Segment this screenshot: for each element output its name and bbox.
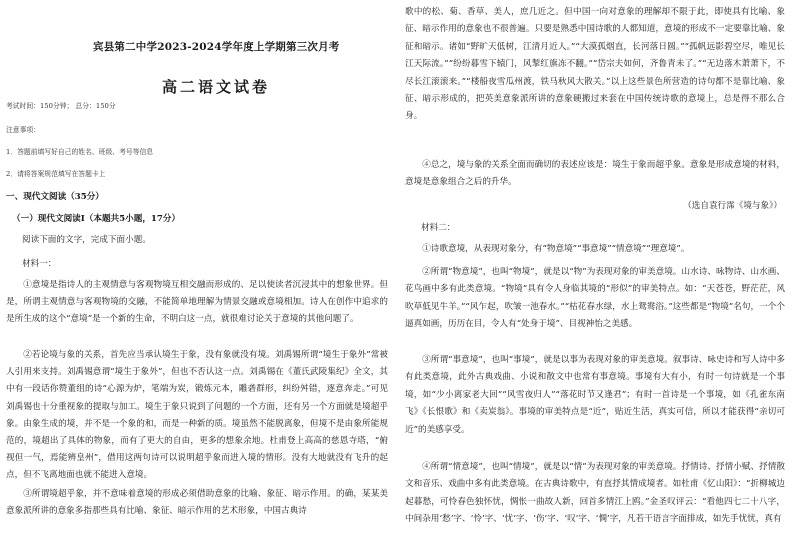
notice-title: 注意事项： — [6, 126, 40, 134]
material-2-paragraph-4: ④所谓“情意境”，也叫“情境”，就是以“情”为表现对象的审美意境。抒情诗、抒情小赋、抒情散文和音乐、戏曲中多有此类意境。在古典诗歌中，有直抒其情成境者。如杜甫《忆山阳》：“折柳城边起暮愁，可怜春色独怀忧，惆怅一曲故人新，回首多情江上鸥。”金圣叹评云：“看他四七二十八字，中间杂用‘愁’字、‘怜’字、‘忧’字、‘伤’字、‘叹’字、‘惆’字，凡若干语言字面排成，如先手忧忧，真有 — [405, 462, 785, 525]
material-2-paragraph-2: ②所谓“物意境”，也叫“物境”，就是以“物”为表现对象的审美意境。山水诗、咏物诗、山水画、花鸟画中多有此类意境。“物境”具有令人身临其境的“形似”的审美特点。如：“天苍苍，野茫茫，风吹草低见牛羊。”“风乍起，吹皱一池春水。”“枯花春水绿，水上鸳鸯浴。”这些都是“物境”名句，一个个逼真如画，历历在目，令人有“处身于境”、目视神怡之美感。 — [405, 267, 785, 330]
material-2-paragraph-3: ③所谓“事意境”，也叫“事境”，就是以事为表现对象的审美意境。叙事诗、咏史诗和写人诗中多有此类意境，此外古典戏曲、小说和散文中也常有事意境。事境有大有小，有时一句诗就是一个事境，如“少小离家老大回”“风雪夜归人”“落花时节又逢君”；有时一首诗是一个事境，如《孔雀东南飞》《长恨歌》和《卖炭翁》。事境的审美特点是“近”，贴近生活，真实可信，所以才能获得“亲切可近”的美感享受。 — [405, 355, 785, 435]
paragraph-4: ④总之，境与象的关系全面而确切的表述应该是：境生于象而超乎象。意象是形成意境的材料，意境是意象组合之后的升华。 — [405, 160, 785, 188]
exam-info: 考试时间：150分钟； 总分：150分 — [6, 102, 116, 110]
paper-title: 高二语文试卷 — [162, 78, 271, 96]
subsection-heading: （一）现代文阅读Ⅰ（本题共5小题，17分） — [12, 214, 181, 224]
paragraph-3: ③所谓境超乎象，并不意味着意境的形成必须借助意象的比喻、象征、暗示作用。的确，某某美意象派所讲的意象多指那些具有比喻、象征、暗示作用的艺术形象，中国古典诗 — [6, 489, 388, 517]
material-2-paragraph-1: ①诗歌意境，从表现对象分，有“物意境”“事意境”“情意境”“理意境”。 — [422, 244, 690, 254]
paragraph-3-continued: 歌中的松、菊、香草、美人，庶几近之。但中国一向对意象的理解却不限于此，即使具有比喻、象征、暗示作用的意象也不很普遍。只要是熟悉中国诗歌的人都知道，意境的形成不一定要靠比喻、象征和暗示。诸如“野旷天低树，江清月近人。”“大漠孤烟直，长河落日圆。”“孤帆远影碧空尽，唯见长江天际流。”“纷纷暮雪下辕门，风掣红旗冻不翻。”“岱宗夫如何，齐鲁青未了。”“无边落木萧萧下，不尽长江滚滚来。”“楼船夜雪瓜州渡，铁马秋风大散关。”以上这些景色所营造的诗句都不是靠比喻、象征、暗示形成的，把英美意象派所讲的意象硬搬过来套在中国传统诗歌的意境上，总是得不那么合身。 — [405, 7, 785, 122]
exam-title: 宾县第二中学2023-2024学年度上学期第三次月考 — [93, 41, 340, 53]
notice-item-1: 1．答题前填写好自己的姓名、班级、考号等信息 — [6, 148, 154, 156]
notice-item-2: 2．请将答案规范填写在答题卡上 — [6, 170, 106, 178]
source-citation: （选自袁行霈《境与象》） — [683, 201, 782, 211]
material-1-label: 材料一： — [22, 259, 57, 269]
reading-instruction: 阅读下面的文字，完成下面小题。 — [22, 235, 151, 245]
section-heading: 一、现代文阅读（35分） — [6, 192, 104, 202]
paragraph-2: ②若论境与象的关系，首先应当承认境生于象，没有象就没有境。刘禹锡所谓“境生于象外”常被人引用来支持。刘禹锡意谓“境生于象外”，但也不否认这一点。刘禹锡在《董氏武陵集纪》全文，其中有一段话你赞董组的诗“心源为炉，笔端为炭，锻炼元本，雕砻群形，纠纷舛错，逐意奔走。”可见刘禹锡也十分重视象的提取与加工。境生于象只说到了问题的一个方面，还有另一个方面就是境超乎象。由象生成的境，并不是一个象的和，而是一种新的质。境虽然不能脱离象，但境不是由象所能规范的，境超出了具体的物象，而有了更大的自由，更多的想象余地。杜甫登上高高的慈恩寺塔，“俯视但一气，焉能辨皇州”，借用这两句诗可以说明超乎象而进入境的情形。没有大地就没有飞升的起点，但不飞离地面也就不能进入意境。 — [6, 350, 388, 481]
paragraph-1: ①意境是指诗人的主观情意与客观物境互相交融而形成的、足以使读者沉浸其中的想象世界。但是，所谓主观情意与客观物境的交融，不能简单地理解为情景交融或意境相加。诗人在创作中追求的是所生成的这个“意境”是一个新的生命，不明白这一点，就很难讨论关于意境的其他问题了。 — [6, 280, 388, 325]
material-2-label: 材料二： — [421, 223, 456, 233]
